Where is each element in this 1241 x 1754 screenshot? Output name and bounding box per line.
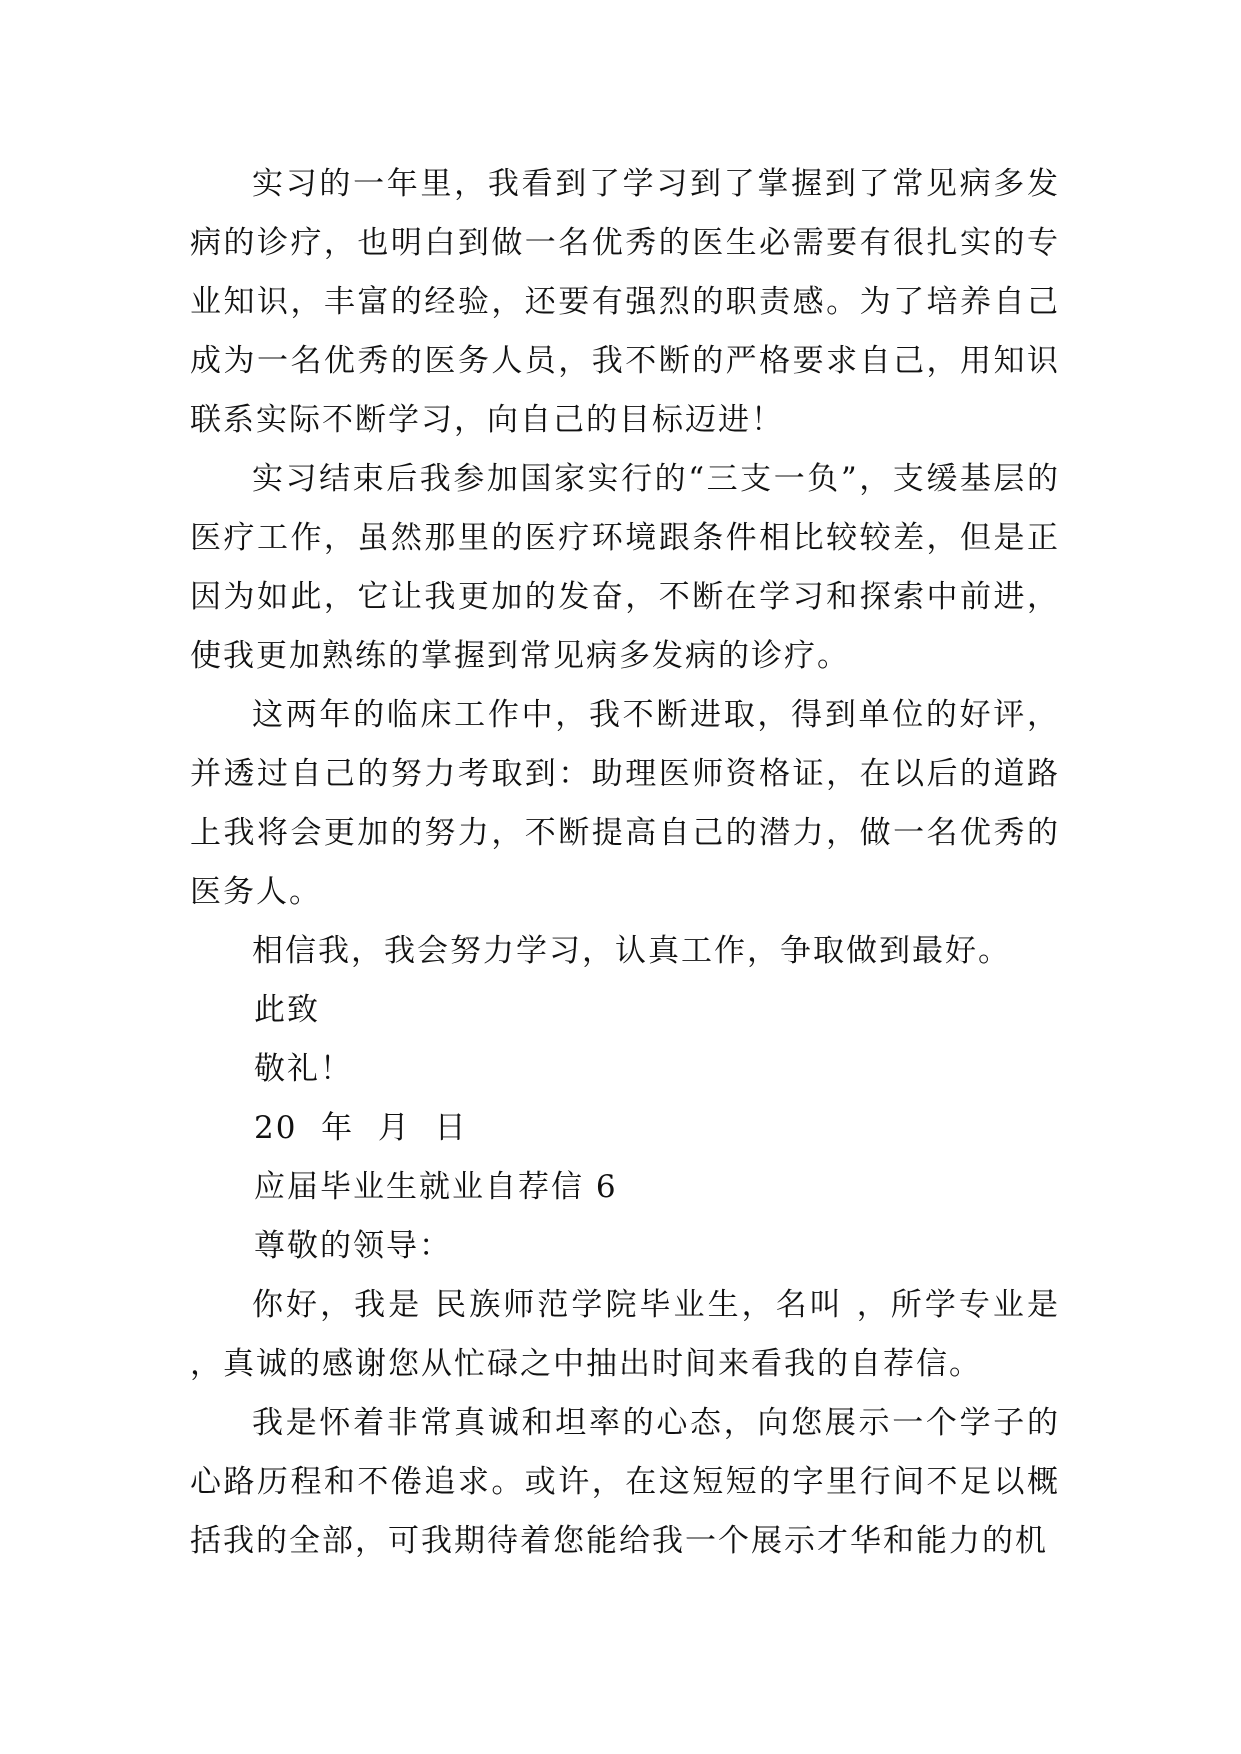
- paragraph-three-supports: 实习结束后我参加国家实行的“三支一负”，支缓基层的医疗工作，虽然那里的医疗环境跟条件相比较较差，但是正因为如此，它让我更加的发奋，不断在学习和探索中前进，使我更加熟练的掌握到常见病多发病的诊疗。: [190, 461, 1060, 674]
- paragraph-introduction: 你好，我是 民族师范学院毕业生，名叫 ，所学专业是 ，真诚的感谢您从忙碌之中抽出时间来看我的自荐信。: [190, 1287, 1060, 1382]
- paragraph-sincere-attitude: 我是怀着非常真诚和坦率的心态，向您展示一个学子的心路历程和不倦追求。或许，在这短短的字里行间不足以概括我的全部，可我期待着您能给我一个展示才华和能力的机: [190, 1405, 1060, 1559]
- salute-line: 敬礼！: [254, 1051, 353, 1087]
- date-line: 20 年 月 日: [254, 1110, 468, 1146]
- closing-line: 此致: [254, 992, 320, 1028]
- document-page: [190, 155, 1060, 1571]
- paragraph-internship: 实习的一年里，我看到了学习到了掌握到了常见病多发病的诊疗，也明白到做一名优秀的医生必需要有很扎实的专业知识，丰富的经验，还要有强烈的职责感。为了培养自己成为一名优秀的医务人员，我不断的严格要求自己，用知识联系实际不断学习，向自己的目标迈进！: [190, 166, 1060, 438]
- paragraph-clinical-work: 这两年的临床工作中，我不断进取，得到单位的好评，并透过自己的努力考取到：助理医师资格证，在以后的道路上我将会更加的努力，不断提高自己的潜力，做一名优秀的医务人。: [190, 697, 1060, 910]
- section-title: 应届毕业生就业自荐信 6: [254, 1169, 618, 1205]
- paragraph-believe-me: 相信我，我会努力学习，认真工作，争取做到最好。: [252, 933, 1011, 969]
- greeting-line: 尊敬的领导：: [254, 1228, 452, 1264]
